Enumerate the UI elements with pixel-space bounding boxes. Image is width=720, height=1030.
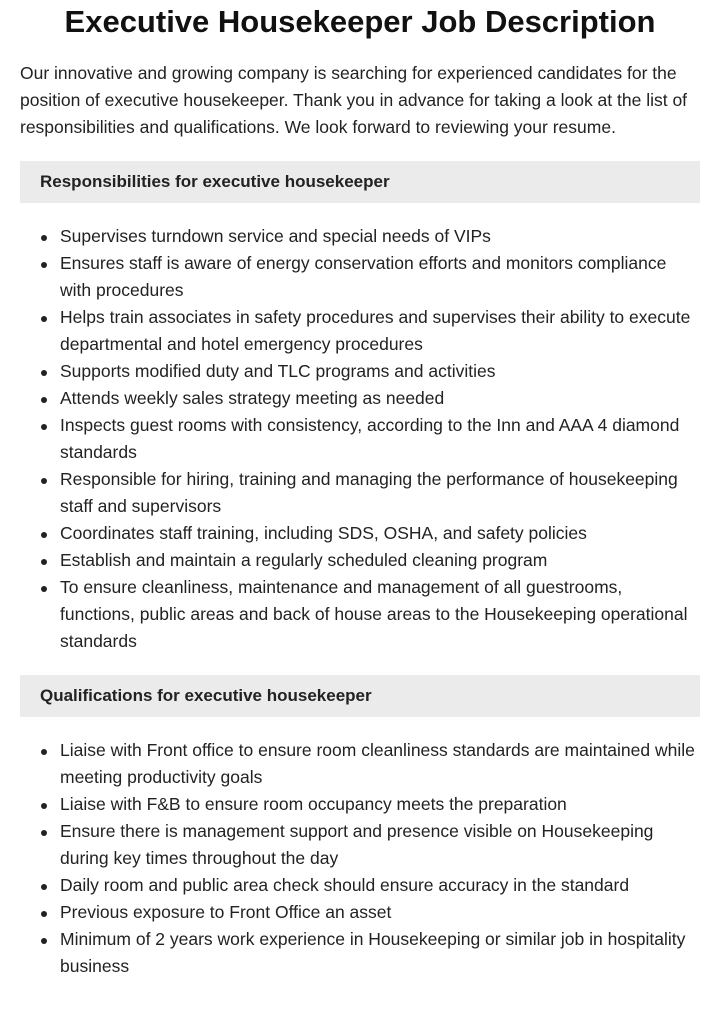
list-item-text: To ensure cleanliness, maintenance and management of all guestrooms, functions, public areas and back of house areas to the Housekeeping operational standards — [60, 577, 688, 651]
list-item-text: Ensure there is management support and presence visible on Housekeeping during key times throughout the day — [60, 821, 654, 868]
bullet-icon — [41, 586, 47, 592]
list-item — [20, 737, 700, 791]
list-item — [20, 223, 700, 250]
list-item — [20, 574, 700, 655]
list-item — [20, 791, 700, 818]
list-item — [20, 250, 700, 304]
list-item-text: Attends weekly sales strategy meeting as needed — [60, 388, 445, 408]
list-item — [20, 899, 700, 926]
page-title: Executive Housekeeper Job Description — [64, 4, 656, 39]
list-item — [20, 818, 700, 872]
list-item-text: Supervises turndown service and special needs of VIPs — [60, 226, 491, 246]
bullet-icon — [41, 424, 47, 430]
list-item-text: Minimum of 2 years work experience in Housekeeping or similar job in hospitality business — [60, 929, 686, 976]
responsibilities-heading: Responsibilities for executive housekeeper — [20, 161, 700, 203]
list-item-text: Responsible for hiring, training and managing the performance of housekeeping staff and supervisors — [60, 469, 678, 516]
list-item — [20, 385, 700, 412]
bullet-icon — [41, 316, 47, 322]
list-item-text: Helps train associates in safety procedures and supervises their ability to execute departmental and hotel emergency procedures — [60, 307, 691, 354]
list-item — [20, 547, 700, 574]
list-item-text: Ensures staff is aware of energy conservation efforts and monitors compliance with procedures — [60, 253, 667, 300]
list-item — [20, 520, 700, 547]
list-item-text: Establish and maintain a regularly scheduled cleaning program — [60, 550, 548, 570]
bullet-icon — [41, 830, 47, 836]
list-item-text: Previous exposure to Front Office an asset — [60, 902, 392, 922]
bullet-icon — [41, 397, 47, 403]
bullet-icon — [41, 370, 47, 376]
intro-paragraph: Our innovative and growing company is searching for experienced candidates for the position of executive housekeeper. Thank you in advance for taking a look at the list of responsibilities and qualifications. We look forward to reviewing your resume. — [20, 63, 688, 137]
bullet-icon — [41, 884, 47, 890]
bullet-icon — [41, 938, 47, 944]
bullet-icon — [41, 262, 47, 268]
bullet-icon — [41, 911, 47, 917]
list-item — [20, 466, 700, 520]
qualifications-heading: Qualifications for executive housekeeper — [20, 675, 700, 717]
list-item-text: Daily room and public area check should ensure accuracy in the standard — [60, 875, 630, 895]
list-item-text: Supports modified duty and TLC programs and activities — [60, 361, 496, 381]
list-item — [20, 358, 700, 385]
bullet-icon — [41, 559, 47, 565]
responsibilities-list — [20, 223, 700, 655]
list-item — [20, 926, 700, 980]
bullet-icon — [41, 803, 47, 809]
bullet-icon — [41, 235, 47, 241]
qualifications-list — [20, 737, 700, 980]
list-item-text: Liaise with Front office to ensure room cleanliness standards are maintained while meeting productivity goals — [60, 740, 695, 787]
list-item — [20, 304, 700, 358]
bullet-icon — [41, 532, 47, 538]
list-item-text: Liaise with F&B to ensure room occupancy meets the preparation — [60, 794, 567, 814]
list-item — [20, 872, 700, 899]
list-item-text: Coordinates staff training, including SDS, OSHA, and safety policies — [60, 523, 587, 543]
bullet-icon — [41, 478, 47, 484]
bullet-icon — [41, 749, 47, 755]
list-item — [20, 412, 700, 466]
list-item-text: Inspects guest rooms with consistency, according to the Inn and AAA 4 diamond standards — [60, 415, 680, 462]
